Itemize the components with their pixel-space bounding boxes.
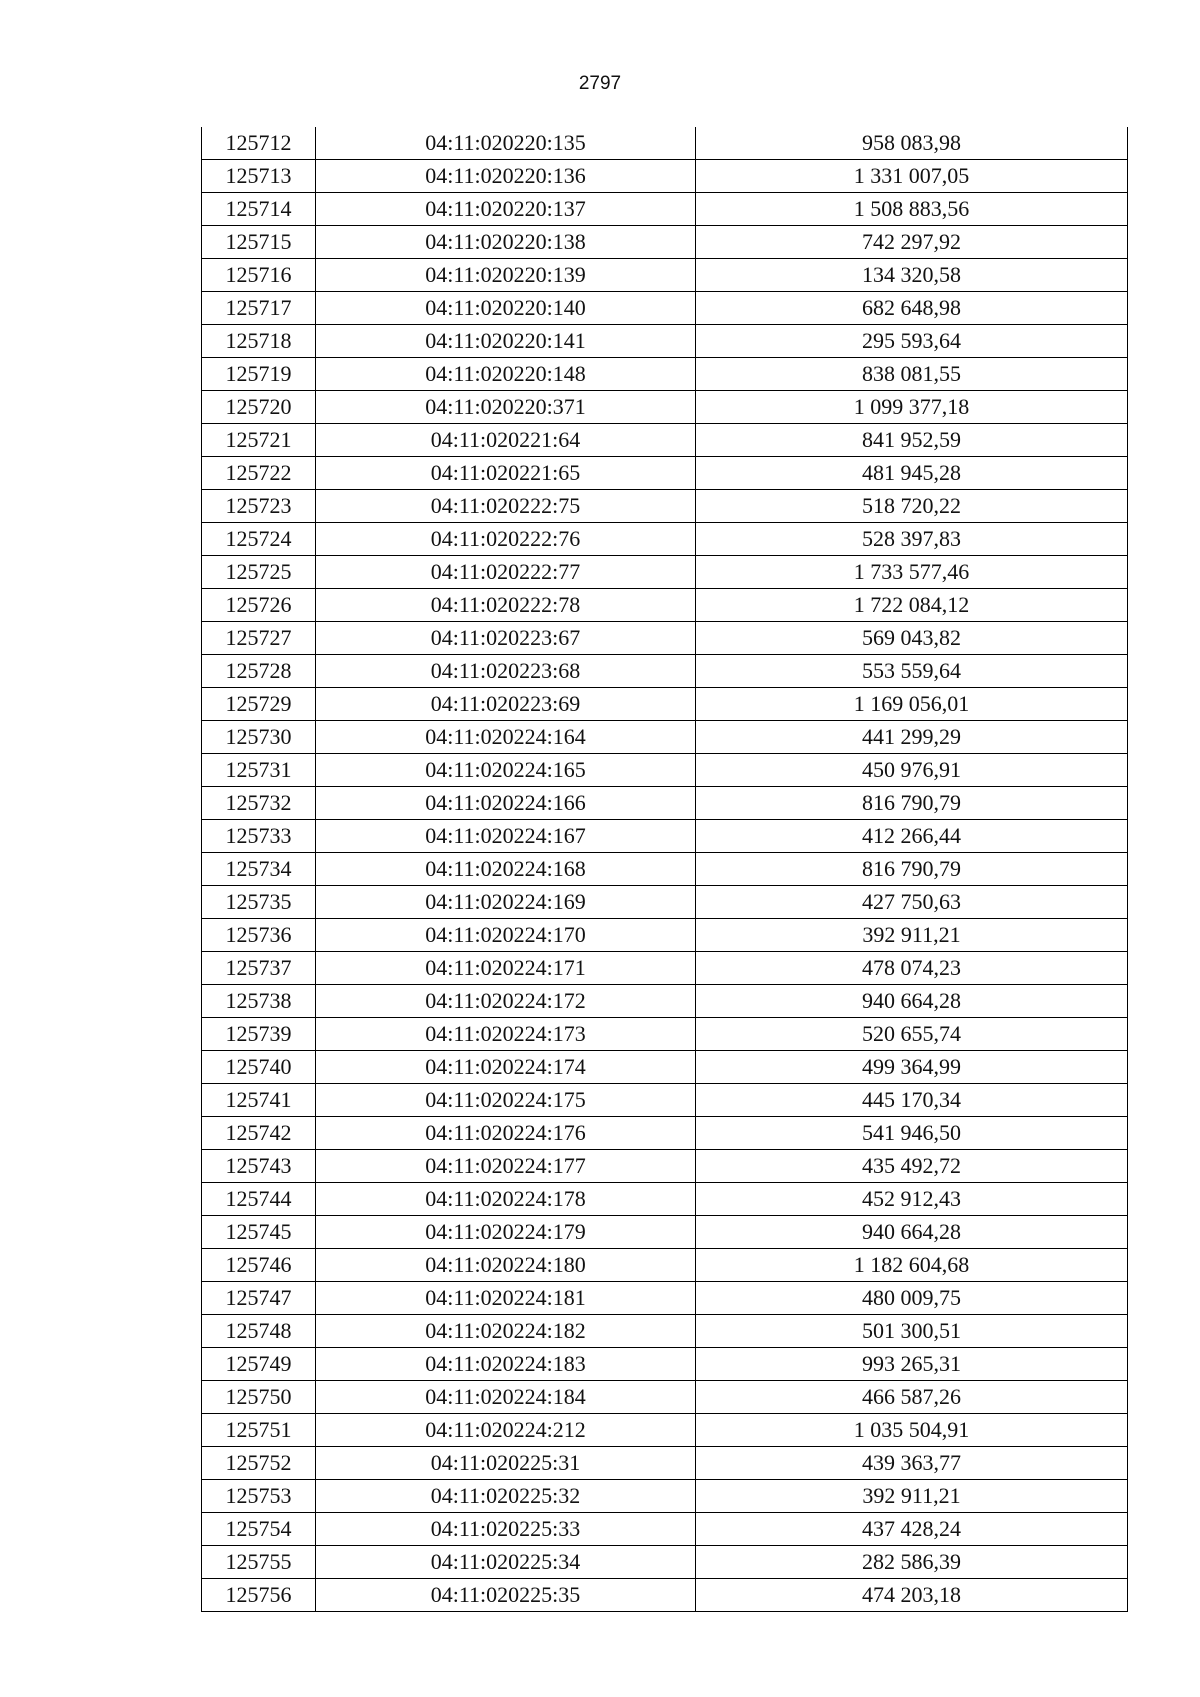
cadastral-number-cell: 04:11:020222:76 <box>316 523 696 556</box>
cadastral-value-cell: 1 722 084,12 <box>696 589 1128 622</box>
row-number-cell: 125724 <box>202 523 316 556</box>
cadastral-value-cell: 437 428,24 <box>696 1513 1128 1546</box>
cadastral-number-cell: 04:11:020222:75 <box>316 490 696 523</box>
cadastral-value-cell: 518 720,22 <box>696 490 1128 523</box>
cadastral-number-cell: 04:11:020224:181 <box>316 1282 696 1315</box>
cadastral-number-cell: 04:11:020220:140 <box>316 292 696 325</box>
table-row <box>202 1216 1128 1249</box>
table-row <box>202 589 1128 622</box>
cadastral-value-cell: 816 790,79 <box>696 787 1128 820</box>
cadastral-value-cell: 427 750,63 <box>696 886 1128 919</box>
cadastral-value-cell: 441 299,29 <box>696 721 1128 754</box>
table-row <box>202 1546 1128 1579</box>
cadastral-value-cell: 940 664,28 <box>696 1216 1128 1249</box>
table-row <box>202 1051 1128 1084</box>
cadastral-number-cell: 04:11:020224:164 <box>316 721 696 754</box>
table-row <box>202 292 1128 325</box>
table-row <box>202 1183 1128 1216</box>
table-row <box>202 424 1128 457</box>
cadastral-value-cell: 466 587,26 <box>696 1381 1128 1414</box>
cadastral-value-cell: 940 664,28 <box>696 985 1128 1018</box>
cadastral-number-cell: 04:11:020224:173 <box>316 1018 696 1051</box>
cadastral-number-cell: 04:11:020224:171 <box>316 952 696 985</box>
cadastral-number-cell: 04:11:020224:174 <box>316 1051 696 1084</box>
cadastral-number-cell: 04:11:020224:169 <box>316 886 696 919</box>
cadastral-number-cell: 04:11:020224:179 <box>316 1216 696 1249</box>
cadastral-value-cell: 499 364,99 <box>696 1051 1128 1084</box>
cadastral-value-cell: 1 182 604,68 <box>696 1249 1128 1282</box>
cadastral-value-cell: 958 083,98 <box>696 127 1128 160</box>
row-number-cell: 125729 <box>202 688 316 721</box>
table-row <box>202 1381 1128 1414</box>
row-number-cell: 125715 <box>202 226 316 259</box>
cadastral-number-cell: 04:11:020224:184 <box>316 1381 696 1414</box>
row-number-cell: 125731 <box>202 754 316 787</box>
row-number-cell: 125717 <box>202 292 316 325</box>
cadastral-value-cell: 838 081,55 <box>696 358 1128 391</box>
cadastral-number-cell: 04:11:020221:64 <box>316 424 696 457</box>
cadastral-number-cell: 04:11:020220:137 <box>316 193 696 226</box>
cadastral-number-cell: 04:11:020220:135 <box>316 127 696 160</box>
cadastral-number-cell: 04:11:020220:371 <box>316 391 696 424</box>
table-row <box>202 886 1128 919</box>
cadastral-value-cell: 481 945,28 <box>696 457 1128 490</box>
cadastral-value-cell: 1 035 504,91 <box>696 1414 1128 1447</box>
cadastral-number-cell: 04:11:020223:68 <box>316 655 696 688</box>
row-number-cell: 125751 <box>202 1414 316 1447</box>
table-row <box>202 787 1128 820</box>
table-row <box>202 259 1128 292</box>
cadastral-number-cell: 04:11:020224:168 <box>316 853 696 886</box>
cadastral-value-cell: 1 331 007,05 <box>696 160 1128 193</box>
table-row <box>202 556 1128 589</box>
row-number-cell: 125754 <box>202 1513 316 1546</box>
cadastral-value-cell: 993 265,31 <box>696 1348 1128 1381</box>
row-number-cell: 125727 <box>202 622 316 655</box>
cadastral-value-cell: 520 655,74 <box>696 1018 1128 1051</box>
table-row <box>202 655 1128 688</box>
cadastral-number-cell: 04:11:020225:35 <box>316 1579 696 1612</box>
table-row <box>202 1249 1128 1282</box>
cadastral-value-cell: 742 297,92 <box>696 226 1128 259</box>
cadastral-number-cell: 04:11:020220:141 <box>316 325 696 358</box>
table-row <box>202 985 1128 1018</box>
table-row <box>202 1480 1128 1513</box>
cadastral-value-cell: 501 300,51 <box>696 1315 1128 1348</box>
cadastral-number-cell: 04:11:020222:77 <box>316 556 696 589</box>
table-row <box>202 1282 1128 1315</box>
cadastral-number-cell: 04:11:020224:177 <box>316 1150 696 1183</box>
cadastral-value-cell: 682 648,98 <box>696 292 1128 325</box>
row-number-cell: 125738 <box>202 985 316 1018</box>
table-row <box>202 919 1128 952</box>
table-row <box>202 1513 1128 1546</box>
cadastral-value-cell: 528 397,83 <box>696 523 1128 556</box>
cadastral-value-cell: 439 363,77 <box>696 1447 1128 1480</box>
row-number-cell: 125741 <box>202 1084 316 1117</box>
cadastral-number-cell: 04:11:020224:176 <box>316 1117 696 1150</box>
cadastral-number-cell: 04:11:020224:172 <box>316 985 696 1018</box>
table-row <box>202 325 1128 358</box>
row-number-cell: 125716 <box>202 259 316 292</box>
cadastral-value-cell: 480 009,75 <box>696 1282 1128 1315</box>
cadastral-value-table <box>201 127 1128 1612</box>
cadastral-value-cell: 295 593,64 <box>696 325 1128 358</box>
table-row <box>202 391 1128 424</box>
table-row <box>202 1447 1128 1480</box>
cadastral-number-cell: 04:11:020224:180 <box>316 1249 696 1282</box>
cadastral-value-cell: 452 912,43 <box>696 1183 1128 1216</box>
table-row <box>202 1018 1128 1051</box>
cadastral-number-cell: 04:11:020224:166 <box>316 787 696 820</box>
row-number-cell: 125720 <box>202 391 316 424</box>
cadastral-value-cell: 1 508 883,56 <box>696 193 1128 226</box>
cadastral-value-cell: 450 976,91 <box>696 754 1128 787</box>
cadastral-value-cell: 1 169 056,01 <box>696 688 1128 721</box>
cadastral-value-cell: 553 559,64 <box>696 655 1128 688</box>
table-row <box>202 1414 1128 1447</box>
table-row <box>202 193 1128 226</box>
table-row <box>202 1117 1128 1150</box>
table-row <box>202 721 1128 754</box>
row-number-cell: 125750 <box>202 1381 316 1414</box>
row-number-cell: 125723 <box>202 490 316 523</box>
row-number-cell: 125740 <box>202 1051 316 1084</box>
row-number-cell: 125739 <box>202 1018 316 1051</box>
cadastral-number-cell: 04:11:020225:31 <box>316 1447 696 1480</box>
table-row <box>202 622 1128 655</box>
cadastral-number-cell: 04:11:020224:167 <box>316 820 696 853</box>
row-number-cell: 125745 <box>202 1216 316 1249</box>
table-row <box>202 160 1128 193</box>
cadastral-number-cell: 04:11:020224:183 <box>316 1348 696 1381</box>
cadastral-number-cell: 04:11:020220:148 <box>316 358 696 391</box>
row-number-cell: 125719 <box>202 358 316 391</box>
cadastral-value-cell: 412 266,44 <box>696 820 1128 853</box>
cadastral-value-cell: 445 170,34 <box>696 1084 1128 1117</box>
row-number-cell: 125753 <box>202 1480 316 1513</box>
row-number-cell: 125737 <box>202 952 316 985</box>
page-number: 2797 <box>578 73 622 94</box>
cadastral-number-cell: 04:11:020220:138 <box>316 226 696 259</box>
cadastral-value-cell: 1 733 577,46 <box>696 556 1128 589</box>
row-number-cell: 125725 <box>202 556 316 589</box>
row-number-cell: 125742 <box>202 1117 316 1150</box>
row-number-cell: 125756 <box>202 1579 316 1612</box>
table-row <box>202 226 1128 259</box>
row-number-cell: 125736 <box>202 919 316 952</box>
cadastral-number-cell: 04:11:020222:78 <box>316 589 696 622</box>
cadastral-value-cell: 282 586,39 <box>696 1546 1128 1579</box>
cadastral-value-cell: 474 203,18 <box>696 1579 1128 1612</box>
table-row <box>202 490 1128 523</box>
row-number-cell: 125722 <box>202 457 316 490</box>
cadastral-value-cell: 478 074,23 <box>696 952 1128 985</box>
cadastral-value-cell: 392 911,21 <box>696 1480 1128 1513</box>
table-row <box>202 853 1128 886</box>
cadastral-value-cell: 392 911,21 <box>696 919 1128 952</box>
table-row <box>202 1348 1128 1381</box>
row-number-cell: 125730 <box>202 721 316 754</box>
cadastral-value-cell: 841 952,59 <box>696 424 1128 457</box>
cadastral-number-cell: 04:11:020223:67 <box>316 622 696 655</box>
row-number-cell: 125714 <box>202 193 316 226</box>
row-number-cell: 125746 <box>202 1249 316 1282</box>
table-row <box>202 1315 1128 1348</box>
cadastral-number-cell: 04:11:020225:32 <box>316 1480 696 1513</box>
table-row <box>202 1084 1128 1117</box>
row-number-cell: 125712 <box>202 127 316 160</box>
cadastral-value-cell: 435 492,72 <box>696 1150 1128 1183</box>
table-row <box>202 688 1128 721</box>
row-number-cell: 125755 <box>202 1546 316 1579</box>
table-row <box>202 754 1128 787</box>
row-number-cell: 125718 <box>202 325 316 358</box>
row-number-cell: 125733 <box>202 820 316 853</box>
table-row <box>202 820 1128 853</box>
cadastral-value-cell: 816 790,79 <box>696 853 1128 886</box>
table-row <box>202 1150 1128 1183</box>
cadastral-value-cell: 569 043,82 <box>696 622 1128 655</box>
row-number-cell: 125749 <box>202 1348 316 1381</box>
row-number-cell: 125713 <box>202 160 316 193</box>
row-number-cell: 125743 <box>202 1150 316 1183</box>
row-number-cell: 125728 <box>202 655 316 688</box>
row-number-cell: 125747 <box>202 1282 316 1315</box>
table-row <box>202 127 1128 160</box>
cadastral-number-cell: 04:11:020220:139 <box>316 259 696 292</box>
cadastral-value-cell: 1 099 377,18 <box>696 391 1128 424</box>
table-row <box>202 358 1128 391</box>
row-number-cell: 125732 <box>202 787 316 820</box>
cadastral-value-cell: 541 946,50 <box>696 1117 1128 1150</box>
cadastral-number-cell: 04:11:020224:165 <box>316 754 696 787</box>
cadastral-value-cell: 134 320,58 <box>696 259 1128 292</box>
cadastral-number-cell: 04:11:020225:33 <box>316 1513 696 1546</box>
row-number-cell: 125734 <box>202 853 316 886</box>
cadastral-number-cell: 04:11:020224:178 <box>316 1183 696 1216</box>
row-number-cell: 125748 <box>202 1315 316 1348</box>
table-row <box>202 523 1128 556</box>
table-row <box>202 952 1128 985</box>
table-body <box>202 127 1128 1612</box>
cadastral-number-cell: 04:11:020224:175 <box>316 1084 696 1117</box>
row-number-cell: 125752 <box>202 1447 316 1480</box>
table-row <box>202 457 1128 490</box>
row-number-cell: 125735 <box>202 886 316 919</box>
cadastral-number-cell: 04:11:020224:170 <box>316 919 696 952</box>
cadastral-number-cell: 04:11:020224:182 <box>316 1315 696 1348</box>
row-number-cell: 125744 <box>202 1183 316 1216</box>
cadastral-number-cell: 04:11:020223:69 <box>316 688 696 721</box>
cadastral-number-cell: 04:11:020225:34 <box>316 1546 696 1579</box>
cadastral-number-cell: 04:11:020221:65 <box>316 457 696 490</box>
cadastral-number-cell: 04:11:020224:212 <box>316 1414 696 1447</box>
row-number-cell: 125726 <box>202 589 316 622</box>
cadastral-number-cell: 04:11:020220:136 <box>316 160 696 193</box>
table-row <box>202 1579 1128 1612</box>
row-number-cell: 125721 <box>202 424 316 457</box>
